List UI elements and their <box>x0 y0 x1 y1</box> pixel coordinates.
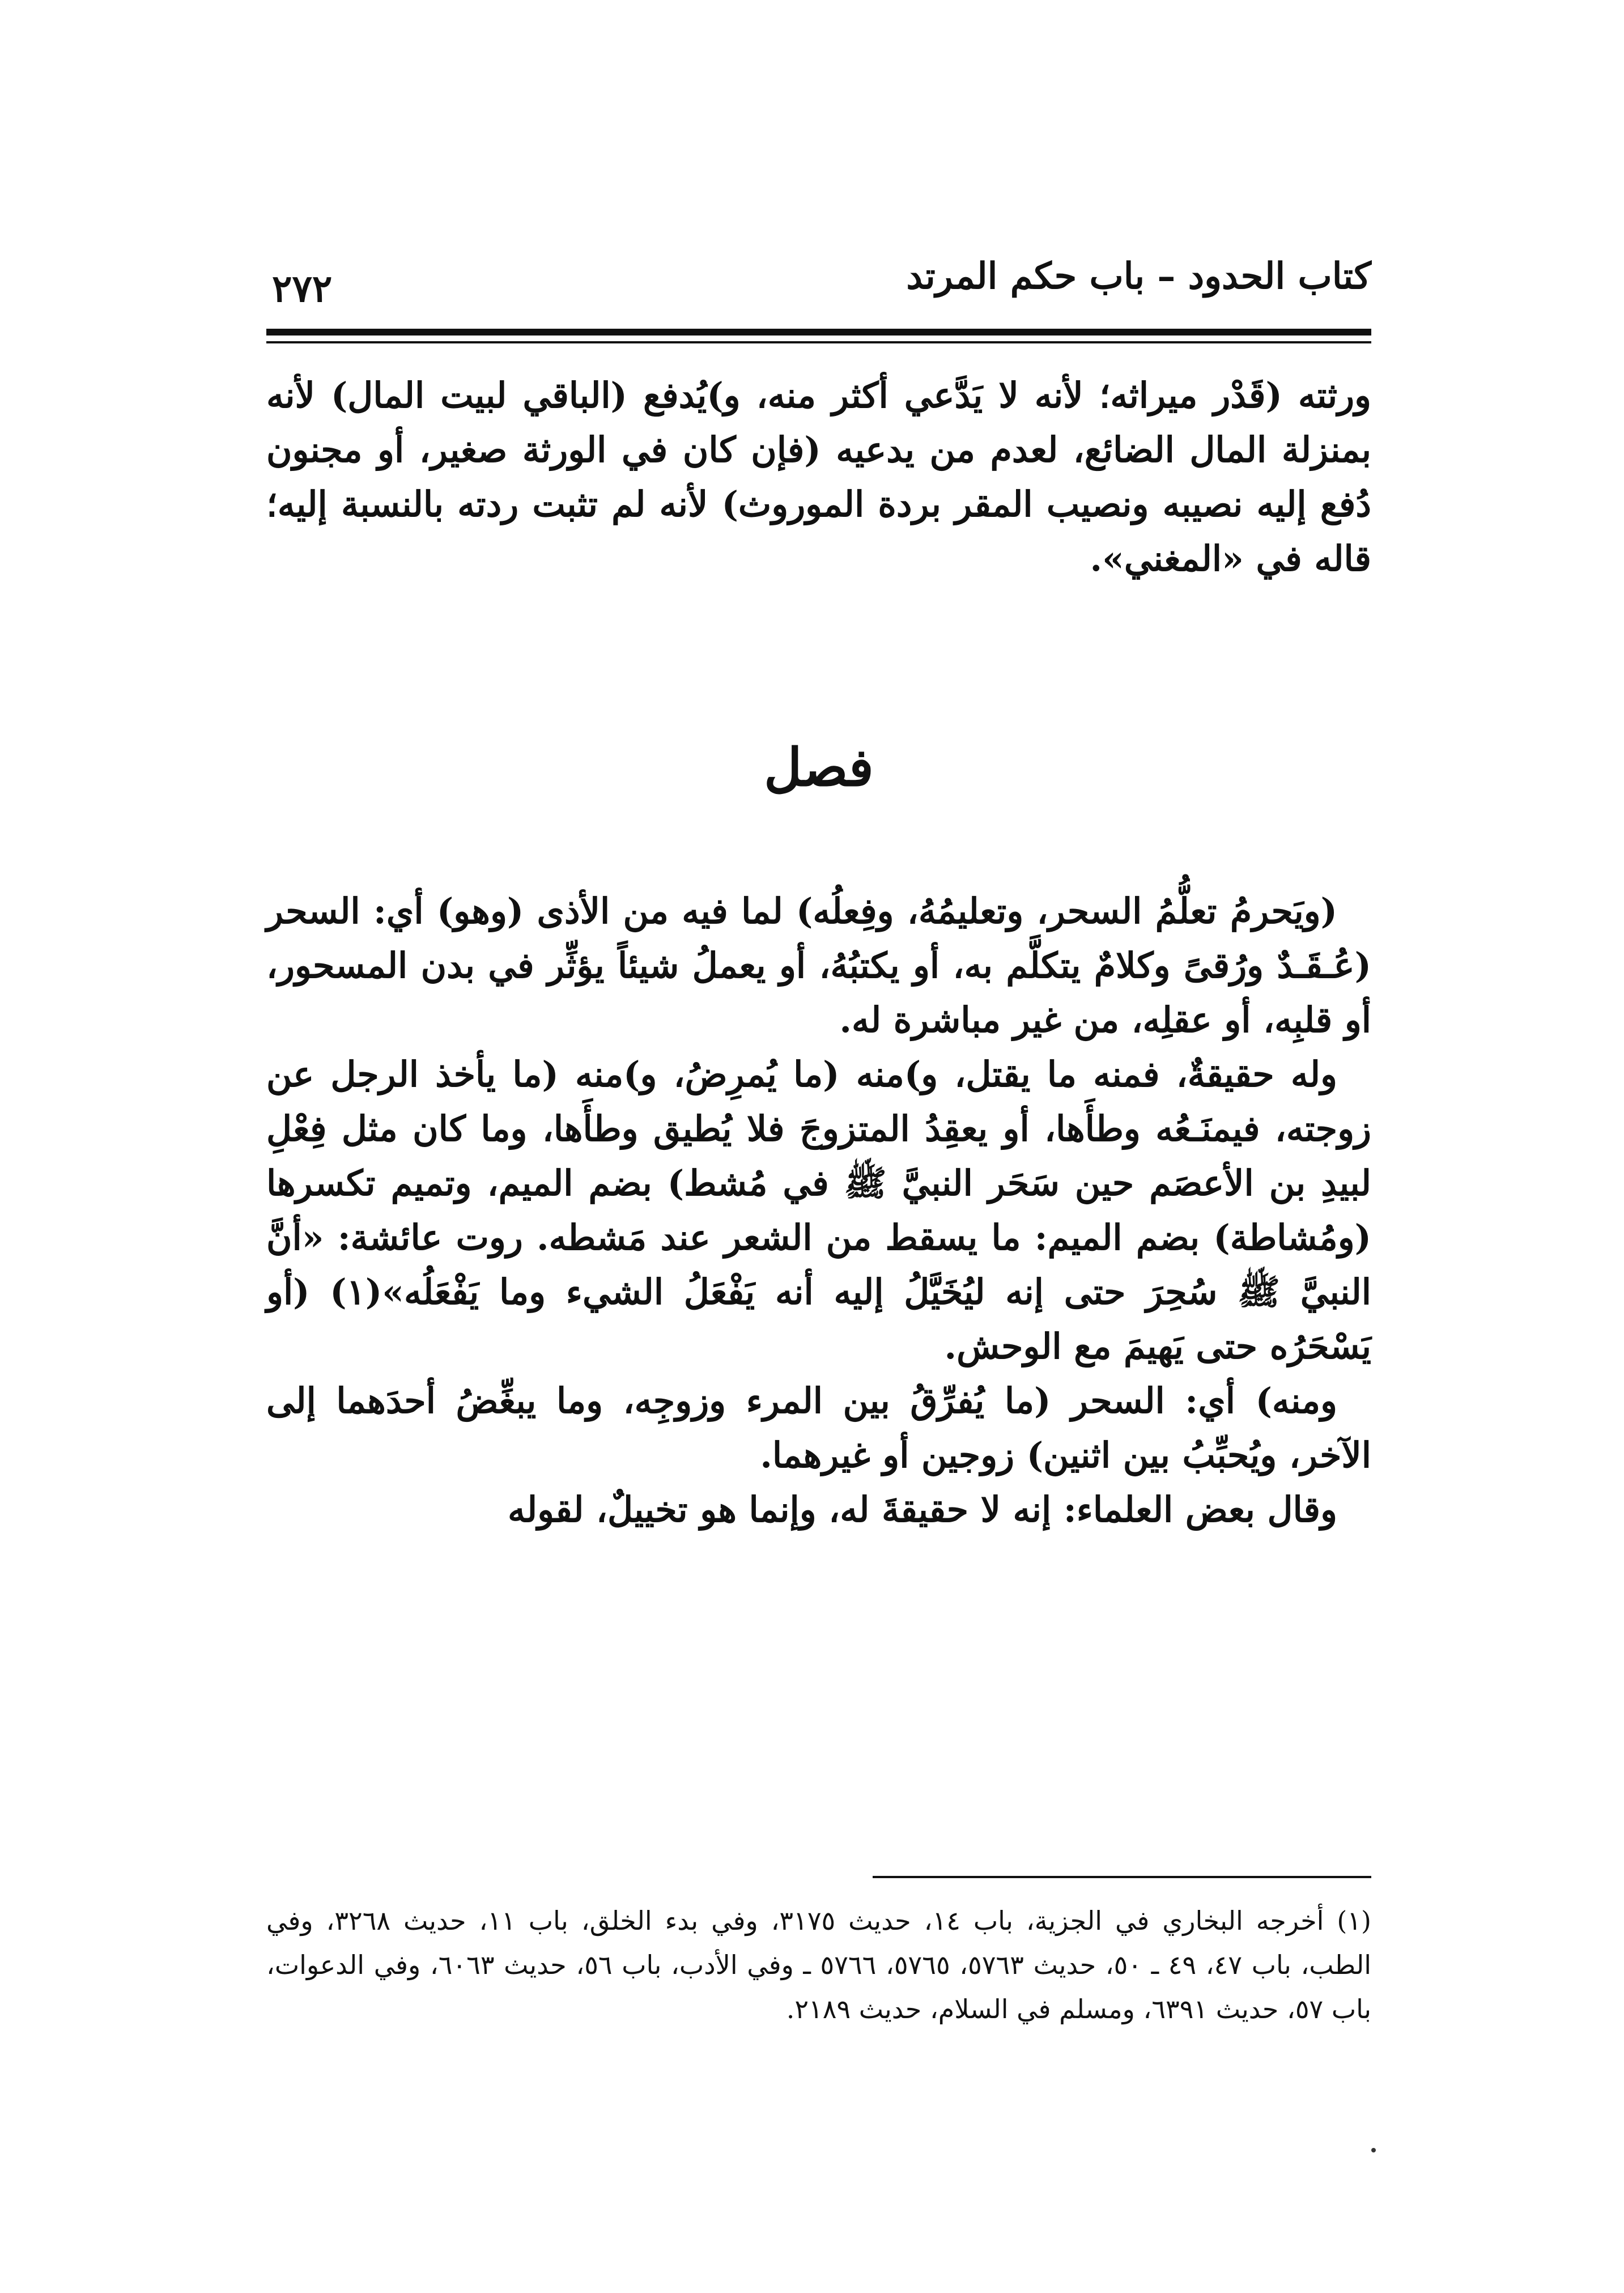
paragraph: (ويَحرمُ تعلُّمُ السحر، وتعليمُهُ، وفِعلُه) لما فيه من الأذى (وهو) أي: السحر (عُـقَـدٌ ورُقىً وكلامٌ يتكلَّم به، أو يكتبُهُ، أو يعملُ شيئاً يؤثِّر في بدن المسحور، أو قلبِه، أو عقلِه، من غير مباشرة له. <box>266 890 1371 1041</box>
footnotes <box>266 1899 1371 2031</box>
paragraph-continuation: ورثته (قَدْر ميراثه؛ لأنه لا يَدَّعي أكثر منه، و)يُدفع (الباقي لبيت المال) لأنه بمنزلة المال الضائع، لعدم من يدعيه (فإن كان في الورثة صغير، أو مجنون دُفع إليه نصيبه ونصيب المقر بردة الموروث) لأنه لم تثبت ردته بالنسبة إليه؛ قاله في «المغني». <box>266 375 1371 579</box>
book-page <box>266 244 1371 2227</box>
running-header <box>266 244 1371 346</box>
paragraph: وقال بعض العلماء: إنه لا حقيقةَ له، وإنما هو تخييلٌ، لقوله <box>508 1489 1337 1530</box>
footnote-separator <box>873 1876 1371 1878</box>
paragraph: ومنه) أي: السحر (ما يُفرِّقُ بين المرء وزوجِه، وما يبغِّضُ أحدَهما إلى الآخر، ويُحبِّبُ بين اثنين) زوجين أو غيرهما. <box>266 1380 1371 1476</box>
header-rule-thick <box>266 329 1371 336</box>
footnote: (١) أخرجه البخاري في الجزية، باب ١٤، حديث ٣١٧٥، وفي بدء الخلق، باب ١١، حديث ٣٢٦٨، وفي الطب، باب ٤٧، ٤٩ ـ ٥٠، حديث ٥٧٦٣، ٥٧٦٥، ٥٧٦٦ ـ وفي الأدب، باب ٥٦، حديث ٦٠٦٣، وفي الدعوات، باب ٥٧، حديث ٦٣٩١، ومسلم في السلام، حديث ٢١٨٩. <box>266 1905 1371 2024</box>
header-rule-thin <box>266 341 1371 343</box>
section-heading: فصل <box>764 737 874 798</box>
main-text <box>266 884 1371 1537</box>
scan-speck <box>1371 2148 1376 2152</box>
header-title: كتاب الحدود – باب حكم المرتد <box>906 255 1371 298</box>
paragraph: وله حقيقةٌ، فمنه ما يقتل، و)منه (ما يُمرِضُ، و)منه (ما يأخذ الرجل عن زوجته، فيمنَـعُه وطأَها، أو يعقِدُ المتزوجَ فلا يُطيق وطأَها، وما كان مثل فِعْلِ لبيدِ بن الأعصَم حين سَحَر النبيَّ ﷺ في مُشط) بضم الميم، وتميم تكسرها (ومُشاطة) بضم الميم: ما يسقط من الشعر عند مَشطه. روت عائشة: «أنَّ النبيَّ ﷺ سُحِرَ حتى إنه ليُخَيَّلُ إليه أنه يَفْعَلُ الشيء وما يَفْعَلُه»(١) (أو يَسْحَرُه حتى يَهيمَ مع الوحش. <box>266 1054 1371 1367</box>
page-number: ٢٧٢ <box>272 266 333 311</box>
